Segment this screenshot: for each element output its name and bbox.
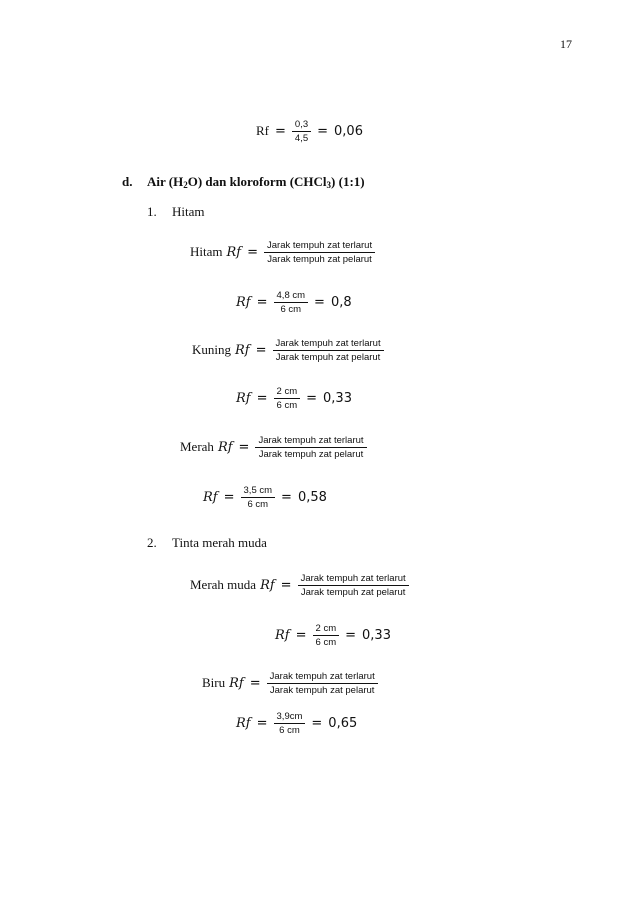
- fraction: [274, 711, 306, 736]
- equals-sign: =: [317, 123, 329, 139]
- formula-label: Merah muda: [190, 577, 257, 592]
- rf-variable: Rf: [226, 244, 242, 260]
- result-value: 0,65: [328, 715, 358, 731]
- fraction-numerator: Jarak tempuh zat terlarut: [264, 240, 375, 253]
- rf-variable: Rf: [235, 342, 250, 358]
- list-item-marker: 2.: [147, 535, 157, 550]
- calc-merah-muda: [275, 620, 391, 650]
- formula-label: Biru: [202, 675, 226, 690]
- rf-variable: Rf: [236, 294, 251, 310]
- equals-sign: =: [311, 715, 323, 731]
- fraction-denominator: Jarak tempuh zat pelarut: [258, 448, 364, 460]
- calc-kuning: [236, 383, 352, 413]
- equals-sign: =: [223, 489, 235, 505]
- rf-variable: Rf: [236, 715, 251, 731]
- fraction-denominator: 6 cm: [276, 399, 298, 411]
- rf-variable: Rf: [229, 675, 244, 691]
- formula-merah-muda: [190, 570, 409, 600]
- rf-variable: Rf: [203, 489, 218, 505]
- fraction-denominator: Jarak tempuh zat pelarut: [275, 351, 381, 363]
- fraction: [298, 573, 409, 598]
- fraction-denominator: Jarak tempuh zat pelarut: [300, 586, 406, 598]
- result-value: 0,8: [330, 294, 352, 310]
- fraction-numerator: Jarak tempuh zat terlarut: [255, 435, 366, 448]
- fraction-numerator: 3,5 cm: [241, 485, 276, 498]
- result-value: 0,06: [334, 123, 363, 139]
- rf-variable: Rf: [275, 627, 290, 643]
- fraction-numerator: Jarak tempuh zat terlarut: [273, 338, 384, 351]
- section-d-marker: d.: [122, 174, 133, 189]
- fraction: [267, 671, 378, 696]
- equals-sign: =: [256, 294, 268, 310]
- rf-label: Rf: [256, 123, 269, 138]
- fraction: [274, 290, 309, 315]
- formula-label: Hitam: [190, 244, 223, 259]
- equals-sign: =: [256, 390, 268, 406]
- fraction-denominator: 4,5: [294, 132, 309, 144]
- fraction-numerator: 0,3: [292, 119, 311, 132]
- equals-sign: =: [314, 294, 325, 310]
- formula-hitam: [190, 237, 375, 267]
- equals-sign: =: [249, 675, 261, 691]
- fraction-numerator: 2 cm: [274, 386, 301, 399]
- list-item-label: Tinta merah muda: [172, 535, 267, 550]
- rf-variable: Rf: [217, 439, 233, 455]
- fraction-denominator: 6 cm: [247, 498, 269, 510]
- result-value: 0,33: [323, 390, 352, 406]
- equals-sign: =: [345, 627, 357, 643]
- fraction-numerator: 3,9cm: [274, 711, 306, 724]
- equals-sign: =: [280, 577, 292, 593]
- fraction-denominator: Jarak tempuh zat pelarut: [269, 684, 375, 696]
- formula-kuning: [192, 335, 384, 365]
- calc-hitam: [236, 287, 352, 317]
- fraction-denominator: 6 cm: [280, 303, 302, 315]
- rf-variable: Rf: [260, 577, 275, 593]
- fraction: [255, 435, 366, 460]
- fraction-numerator: Jarak tempuh zat terlarut: [298, 573, 409, 586]
- calc-merah: [203, 482, 327, 512]
- equals-sign: =: [256, 715, 268, 731]
- fraction-numerator: 4,8 cm: [274, 290, 309, 303]
- result-value: 0,58: [297, 489, 327, 505]
- fraction-numerator: Jarak tempuh zat terlarut: [267, 671, 378, 684]
- page-number: 17: [560, 37, 572, 51]
- fraction-denominator: Jarak tempuh zat pelarut: [267, 253, 372, 265]
- formula-merah: [180, 432, 367, 462]
- list-item-label: Hitam: [172, 204, 205, 219]
- fraction: [264, 240, 375, 265]
- fraction: [313, 623, 340, 648]
- formula-label: Merah: [180, 439, 214, 454]
- fraction: [241, 485, 276, 510]
- formula-label: Kuning: [192, 342, 231, 357]
- fraction-denominator: 6 cm: [315, 636, 337, 648]
- rf-variable: Rf: [236, 390, 251, 406]
- equals-sign: =: [238, 439, 250, 455]
- fraction-numerator: 2 cm: [313, 623, 340, 636]
- result-value: 0,33: [362, 627, 391, 643]
- fraction: [292, 119, 311, 144]
- list-item-marker: 1.: [147, 204, 157, 219]
- equals-sign: =: [275, 123, 286, 139]
- calc-biru: [236, 708, 357, 738]
- fraction: [273, 338, 384, 363]
- equals-sign: =: [255, 342, 267, 358]
- equation-rf-result: [256, 116, 363, 146]
- equals-sign: =: [306, 390, 318, 406]
- fraction-denominator: 6 cm: [279, 724, 300, 736]
- section-d-heading: Air $(H_2O)$ dan kloroform (CHCl$_3$) (1:1): [147, 174, 365, 190]
- equals-sign: =: [295, 627, 307, 643]
- formula-biru: [202, 668, 378, 698]
- equals-sign: =: [247, 244, 259, 260]
- fraction: [274, 386, 301, 411]
- equals-sign: =: [281, 489, 292, 505]
